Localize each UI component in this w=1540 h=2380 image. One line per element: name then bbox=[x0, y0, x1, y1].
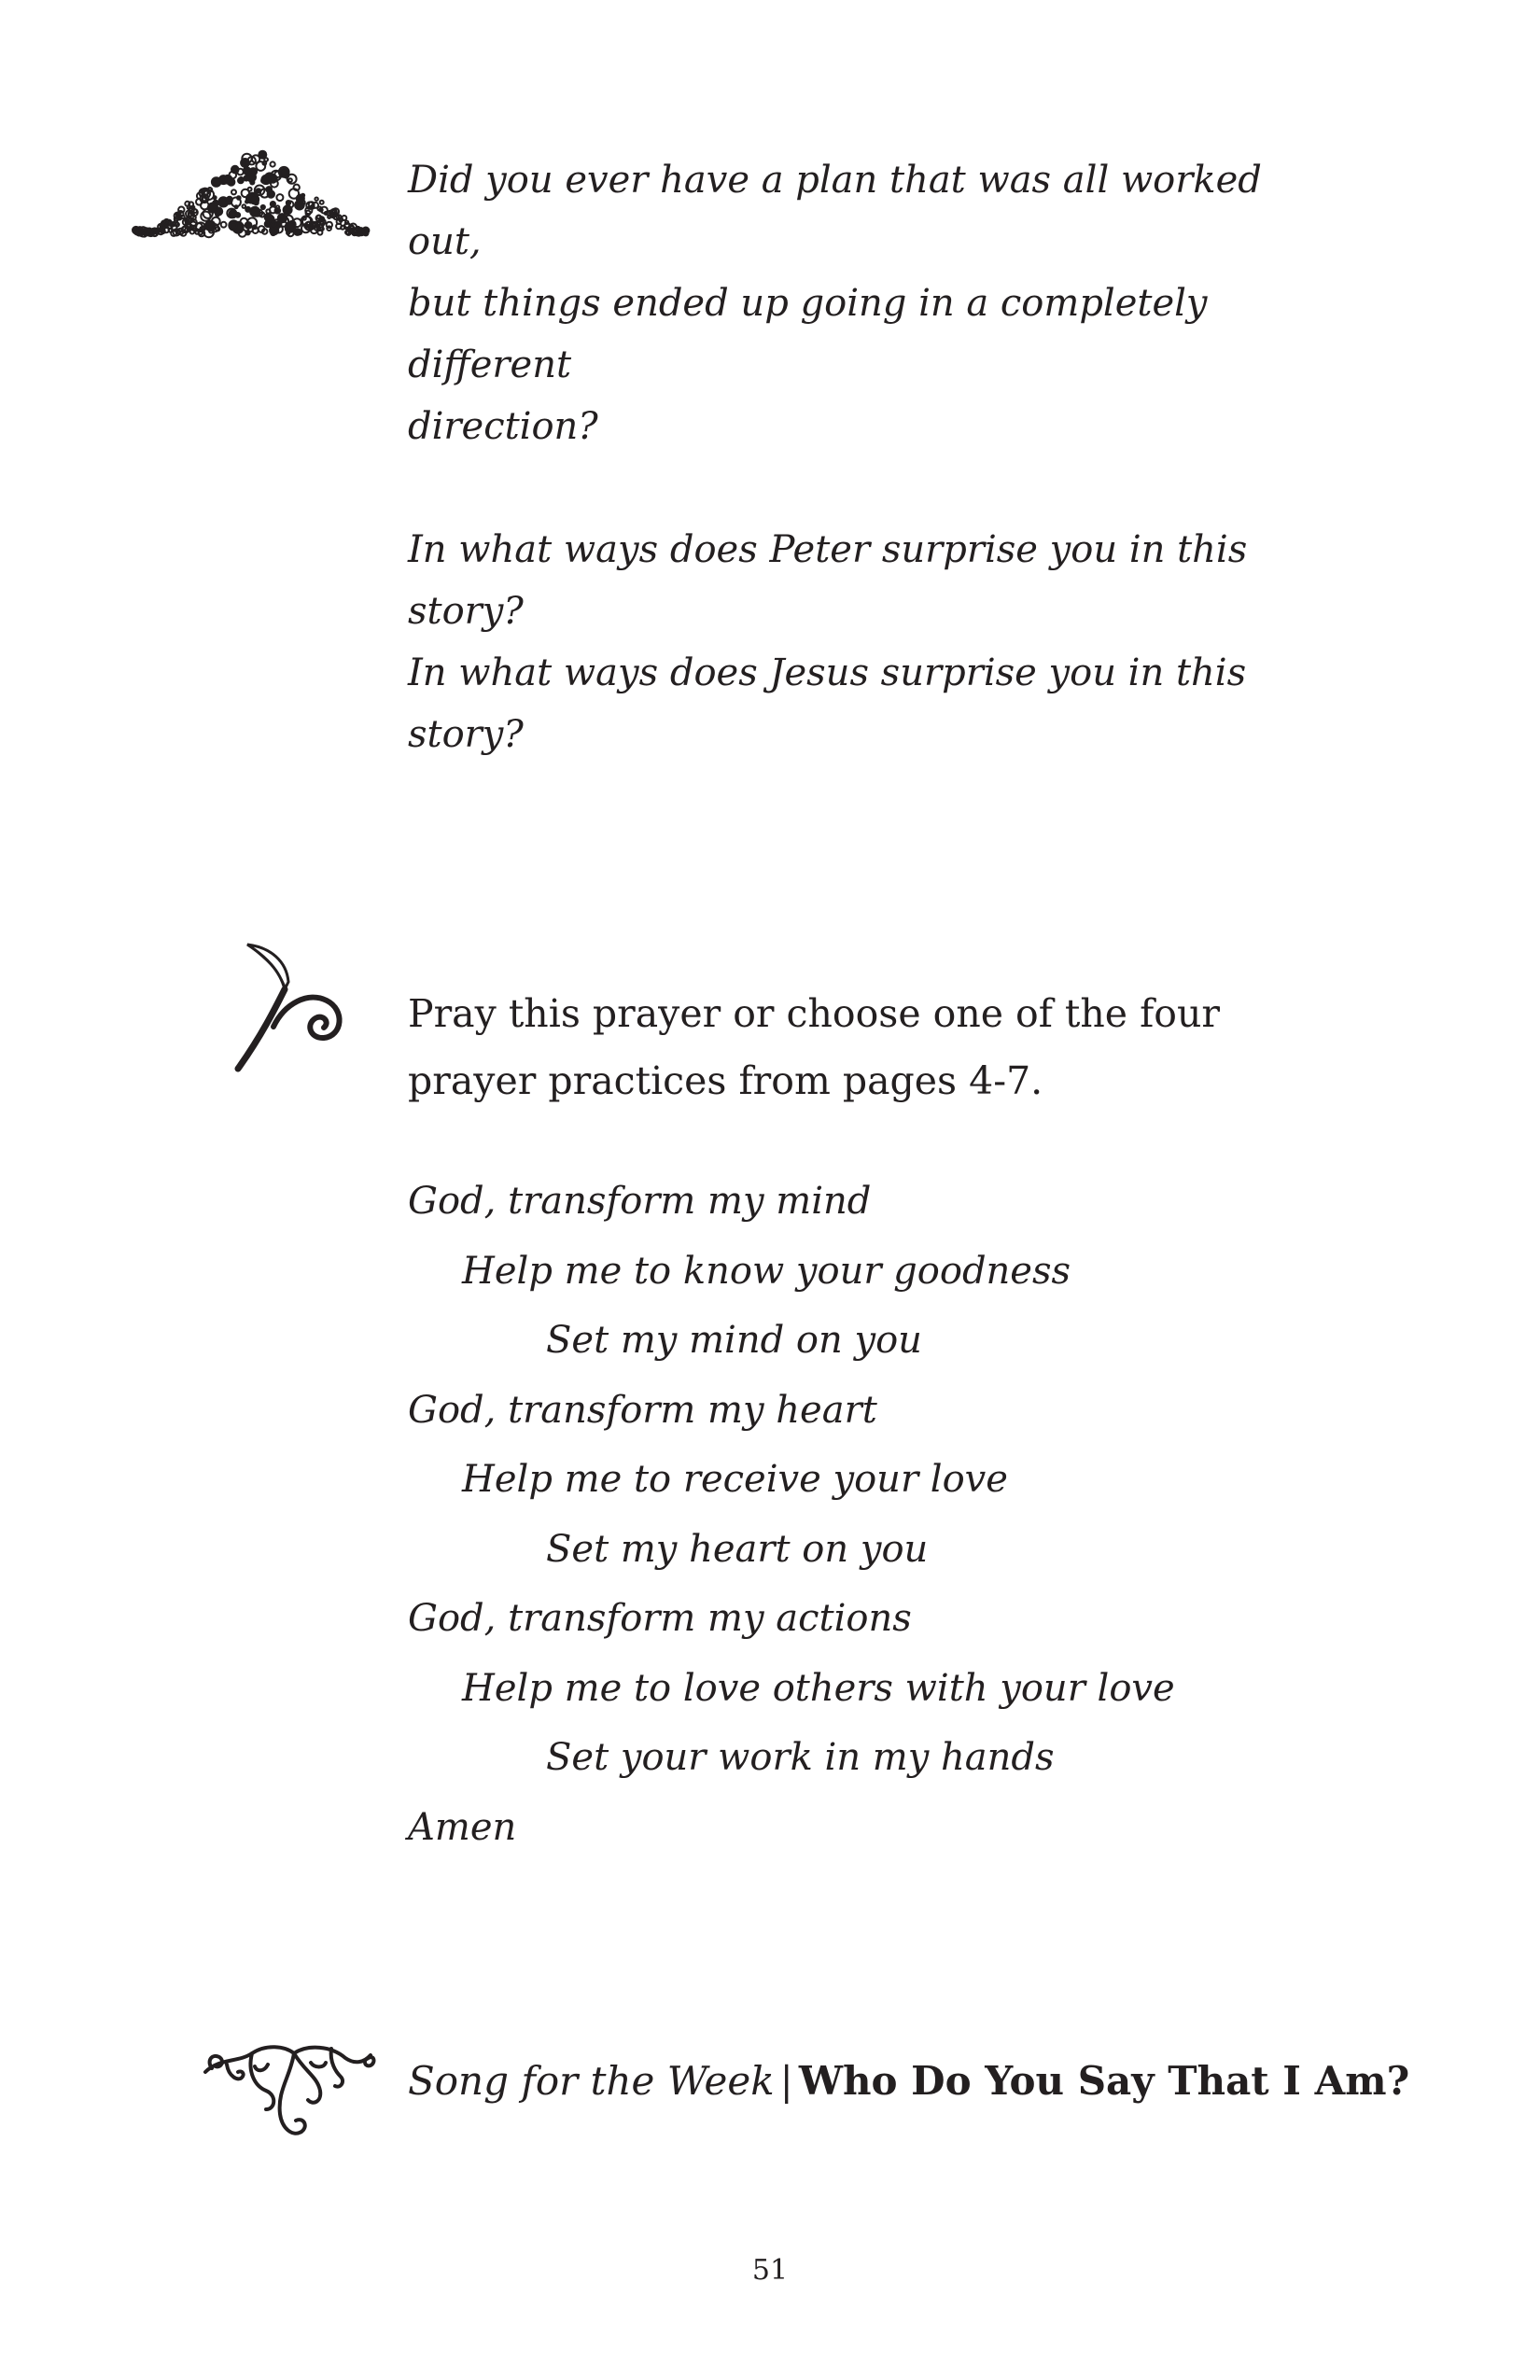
prayer-line: God, transform my heart bbox=[408, 1388, 877, 1432]
vine-scroll-icon bbox=[201, 2035, 378, 2147]
prayer-instructions bbox=[408, 980, 1341, 1114]
prayer-line: Help me to know your goodness bbox=[462, 1249, 1071, 1293]
prayer-line: God, transform my mind bbox=[408, 1180, 872, 1223]
song-separator: | bbox=[779, 2058, 793, 2104]
prayer-line: God, transform my actions bbox=[408, 1597, 912, 1640]
prayer-text bbox=[408, 1167, 1341, 1862]
song-label: Song for the Week bbox=[408, 2058, 775, 2104]
prayer-line: Help me to love others with your love bbox=[462, 1666, 1175, 1710]
reflection-questions bbox=[408, 149, 1341, 765]
prayer-line: Set my heart on you bbox=[546, 1527, 929, 1571]
prayer-line: Set my mind on you bbox=[546, 1319, 922, 1362]
song-for-the-week bbox=[408, 2053, 1409, 2109]
song-title: Who Do You Say That I Am? bbox=[798, 2058, 1410, 2104]
instruction-line: Pray this prayer or choose one of the four bbox=[408, 991, 1220, 1036]
question-line: In what ways does Jesus surprise you in this story? bbox=[408, 651, 1247, 756]
prayer-line: Help me to receive your love bbox=[462, 1458, 1008, 1501]
question-line: In what ways does Peter surprise you in this story? bbox=[408, 528, 1248, 633]
page-number: 51 bbox=[751, 2254, 789, 2287]
question-line: Did you ever have a plan that was all worked out, bbox=[408, 159, 1262, 263]
question-line: direction? bbox=[408, 405, 598, 448]
prayer-line: Set your work in my hands bbox=[546, 1736, 1055, 1779]
instruction-line: prayer practices from pages 4-7. bbox=[408, 1058, 1043, 1103]
question-line: but things ended up going in a completely different bbox=[408, 282, 1208, 386]
sprout-icon bbox=[229, 933, 359, 1073]
seed-mound-icon bbox=[131, 140, 373, 243]
prayer-line: Amen bbox=[408, 1805, 517, 1849]
